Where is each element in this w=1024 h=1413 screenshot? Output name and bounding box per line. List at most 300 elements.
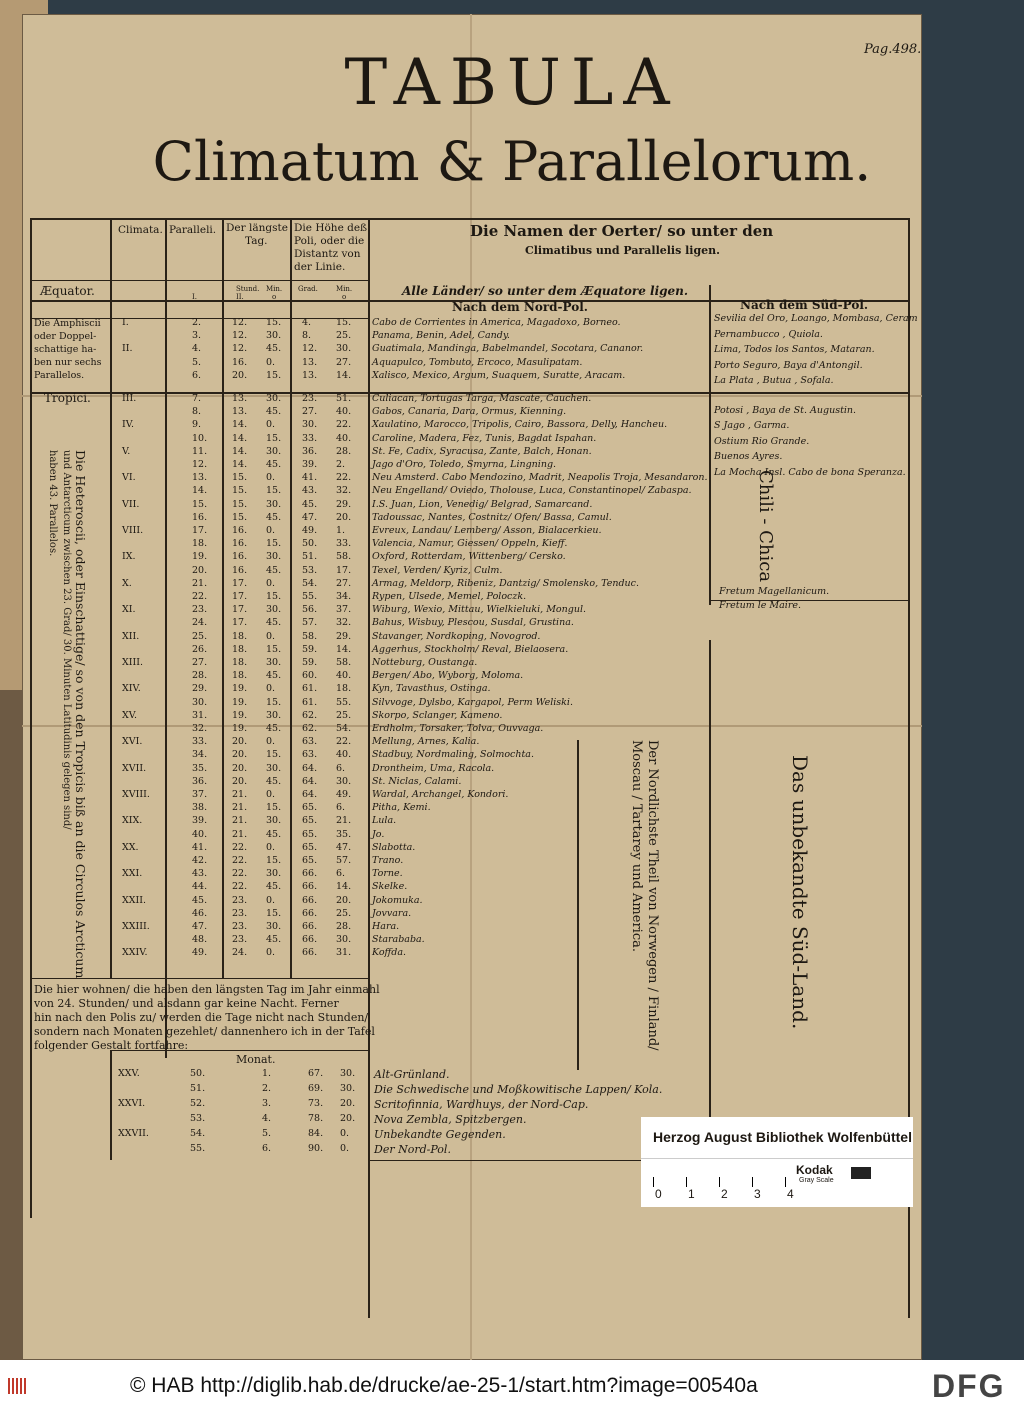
polar-months: 3.	[262, 1098, 272, 1109]
place-names: Silvvoge, Dylsbo, Kargapol, Perm Weliski.	[372, 696, 573, 708]
parallel-number: 44.	[192, 881, 208, 893]
pole-minutes: 25.	[336, 330, 352, 342]
day-hours: 22.	[232, 841, 248, 853]
polar-degrees: 69.	[308, 1083, 324, 1094]
note-line: sondern nach Monaten gezehlet/ dannenhero ich in der Tafel	[34, 1025, 375, 1038]
pole-minutes: 17.	[336, 564, 352, 576]
nord-pol-header: Nach dem Nord-Pol.	[452, 300, 588, 314]
pole-minutes: 30.	[336, 934, 352, 946]
place-names: Evreux, Landau/ Lemberg/ Asson, Bialacerkieu.	[372, 525, 602, 536]
clima-number: IV.	[122, 419, 134, 431]
polar-degrees: 90.	[308, 1143, 324, 1154]
place-names: Stavanger, Nordkoping, Novogrod.	[372, 630, 541, 642]
place-names: Texel, Verden/ Kyriz, Culm.	[372, 564, 503, 576]
parallel-number: 21.	[192, 577, 208, 589]
place-names: Starababa.	[372, 934, 425, 946]
note-line: hin nach den Polis zu/ werden die Tage nicht nach Stunden/	[34, 1011, 369, 1024]
day-minutes: 0.	[266, 736, 276, 748]
pole-minutes: 18.	[336, 683, 352, 695]
parallel-number: 18.	[192, 538, 208, 550]
pole-degrees: 39.	[302, 459, 318, 470]
pole-degrees: 65.	[302, 828, 318, 840]
book-binding-edge	[0, 690, 22, 1360]
pole-minutes: 35.	[336, 828, 352, 840]
hab-logo-icon	[6, 1374, 30, 1398]
parallel-number: 8.	[192, 406, 202, 418]
place-names: Mellung, Arnes, Kalia.	[372, 736, 480, 748]
nordlichste-line2: Moscau / Tartarey und America.	[629, 740, 644, 952]
south-place: La Mocha Insl. Cabo de bona Speranza.	[714, 466, 906, 478]
day-minutes: 45.	[266, 459, 282, 470]
aequator-text: Alle Länder/ so unter dem Æquatore ligen.	[402, 284, 689, 298]
pole-minutes: 22.	[336, 736, 352, 748]
scale-tick	[752, 1177, 753, 1187]
parallel-number: 32.	[192, 723, 208, 734]
pole-degrees: 61.	[302, 683, 318, 695]
parallel-number: 12.	[192, 459, 208, 470]
pole-degrees: 59.	[302, 657, 318, 668]
day-hours: 19.	[232, 709, 248, 721]
clima-number: XX.	[122, 841, 139, 853]
col-climata-divider	[110, 218, 112, 978]
pole-minutes: 27.	[336, 577, 352, 589]
day-minutes: 15.	[266, 369, 282, 381]
day-hours: 17.	[232, 617, 248, 629]
pole-degrees: 61.	[302, 696, 318, 708]
parallel-number: 27.	[192, 657, 208, 668]
header-stund: Stund.	[236, 285, 260, 293]
header-hoehe-l3: Distantz von	[294, 248, 361, 260]
pole-minutes: 51.	[336, 393, 352, 404]
pole-degrees: 62.	[302, 723, 318, 734]
scale-digit: 0	[655, 1187, 662, 1201]
day-minutes: 30.	[266, 445, 282, 457]
parallel-number: 2.	[192, 317, 202, 328]
kodak-logo: Kodak	[796, 1163, 833, 1177]
pole-minutes: 54.	[336, 723, 352, 734]
clima-number: XVII.	[122, 762, 147, 774]
parallel-number: 49.	[192, 947, 208, 959]
parallel-number: 14.	[192, 485, 208, 497]
amphiscii-text: ben nur sechs	[34, 357, 102, 368]
pole-degrees: 59.	[302, 643, 318, 655]
parallel-number: 10.	[192, 432, 208, 444]
place-names: Gabos, Canaria, Dara, Ormus, Kienning.	[372, 406, 567, 418]
day-minutes: 0.	[266, 894, 276, 906]
aequator-label: Æquator.	[40, 284, 95, 298]
clima-number: VI.	[122, 472, 136, 484]
place-names: Wardal, Archangel, Kondori.	[372, 789, 509, 800]
amphiscii-text: Parallelos.	[34, 370, 85, 381]
header-min1: Min.	[266, 285, 283, 293]
place-names: Trano.	[372, 855, 404, 866]
place-names: Xaulatino, Marocco, Tripolis, Cairo, Bassora, Delly, Hancheu.	[372, 419, 668, 431]
day-hours: 18.	[232, 643, 248, 655]
south-place: S Jago , Garma.	[714, 420, 790, 431]
pole-degrees: 57.	[302, 617, 318, 629]
footer-url[interactable]: © HAB http://diglib.hab.de/drucke/ae-25-1/start.htm?image=00540a	[130, 1374, 758, 1397]
day-minutes: 45.	[266, 670, 282, 682]
pole-degrees: 66.	[302, 881, 318, 893]
scale-tick	[686, 1177, 687, 1187]
pole-minutes: 20.	[336, 894, 352, 906]
parallel-number: 29.	[192, 683, 208, 695]
parallel-number: 23.	[192, 604, 208, 616]
header-min2: Min.	[336, 285, 353, 293]
library-name: Herzog August Bibliothek Wolfenbüttel	[653, 1129, 912, 1145]
day-hours: 20.	[232, 749, 248, 761]
pole-degrees: 30.	[302, 419, 318, 431]
pole-degrees: 45.	[302, 498, 318, 510]
pole-minutes: 31.	[336, 947, 352, 959]
scale-digit: 2	[721, 1187, 728, 1201]
header-paralleli: Paralleli.	[169, 224, 217, 236]
pole-minutes: 25.	[336, 907, 352, 919]
clima-number: V.	[122, 445, 131, 457]
place-names: Lula.	[372, 815, 397, 827]
day-minutes: 0.	[266, 419, 276, 431]
day-minutes: 45.	[266, 934, 282, 946]
place-names: Jago d'Oro, Toledo, Smyrna, Lingning.	[372, 459, 557, 470]
clima-number: X.	[122, 577, 132, 589]
clima-number: XIV.	[122, 683, 141, 695]
header-divider	[30, 280, 370, 281]
day-hours: 22.	[232, 881, 248, 893]
day-minutes: 45.	[266, 881, 282, 893]
header-grad: Grad.	[298, 285, 318, 293]
place-names: Slabotta.	[372, 841, 416, 853]
pole-minutes: 40.	[336, 749, 352, 761]
day-minutes: 45.	[266, 617, 282, 629]
chili-chica-vertical: Chili - Chica	[755, 470, 776, 583]
day-hours: 20.	[232, 762, 248, 774]
polar-minutes: 20.	[340, 1113, 356, 1124]
day-minutes: 30.	[266, 815, 282, 827]
polar-months: 4.	[262, 1113, 272, 1124]
pole-degrees: 66.	[302, 921, 318, 932]
day-hours: 21.	[232, 802, 248, 814]
south-place: La Plata , Butua , Sofala.	[714, 375, 834, 386]
footer-bar	[0, 1360, 1024, 1413]
polar-clima: XXVII.	[118, 1128, 149, 1139]
place-names: Aquapulco, Tombuto, Ercoco, Masulipatam.	[372, 356, 583, 368]
day-minutes: 30.	[266, 762, 282, 774]
place-names: Neu Amsterd. Cabo Mendozino, Madrit, Neapolis Troja, Mesandaron.	[372, 472, 708, 484]
place-names: Cabo de Corrientes in America, Magadoxo, Borneo.	[372, 317, 621, 328]
day-minutes: 45.	[266, 775, 282, 787]
pole-degrees: 65.	[302, 855, 318, 866]
pole-degrees: 43.	[302, 485, 318, 497]
day-minutes: 0.	[266, 683, 276, 695]
place-names: Culiacan, Tortugas Targa, Mascate, Cauchen.	[372, 393, 592, 404]
clima-number: XXII.	[122, 894, 147, 906]
place-names: Stadbuy, Nordmaling, Solmochta.	[372, 749, 534, 761]
polar-place: Nova Zembla, Spitzbergen.	[374, 1113, 527, 1126]
polar-left-rule	[110, 1050, 112, 1160]
day-hours: 15.	[232, 511, 248, 523]
parallel-number: 30.	[192, 696, 208, 708]
day-hours: 21.	[232, 789, 248, 800]
polar-clima: XXVI.	[118, 1098, 146, 1109]
place-names: Skorpo, Sclanger, Kameno.	[372, 709, 503, 721]
monat-header: Monat.	[236, 1053, 276, 1066]
pole-degrees: 66.	[302, 907, 318, 919]
polar-parallel: 53.	[190, 1113, 206, 1124]
sued-pol-header: Nach dem Süd-Pol.	[740, 298, 869, 312]
parallel-number: 37.	[192, 789, 208, 800]
day-hours: 17.	[232, 577, 248, 589]
clima-number: XXI.	[122, 868, 143, 880]
pole-minutes: 14.	[336, 369, 352, 381]
polar-minutes: 0.	[340, 1143, 350, 1154]
south-col-divider	[709, 285, 711, 605]
day-hours: 17.	[232, 604, 248, 616]
day-minutes: 45.	[266, 564, 282, 576]
clima-number: I.	[122, 317, 129, 328]
day-minutes: 0.	[266, 841, 276, 853]
day-minutes: 30.	[266, 868, 282, 880]
polar-parallel: 51.	[190, 1083, 206, 1094]
parallel-number: 13.	[192, 472, 208, 484]
clima-number: XII.	[122, 630, 140, 642]
amphiscii-text: schattige ha-	[34, 344, 97, 355]
header-namen-l1: Die Namen der Oerter/ so unter den	[470, 222, 774, 240]
day-hours: 13.	[232, 393, 248, 404]
day-minutes: 15.	[266, 696, 282, 708]
pole-degrees: 8.	[302, 330, 312, 342]
col-names-divider	[368, 218, 370, 1318]
place-names: Tadoussac, Nantes, Costnitz/ Ofen/ Bassa, Camul.	[372, 511, 612, 523]
parallel-number: 35.	[192, 762, 208, 774]
pole-degrees: 4.	[302, 317, 312, 328]
polar-clima: XXV.	[118, 1068, 140, 1079]
place-names: Guatimala, Mandinga, Babelmandel, Socotara, Cananor.	[372, 343, 644, 355]
tropici-label: Tropici.	[44, 391, 91, 405]
col-tag-divider	[222, 218, 224, 978]
col-paralleli-divider	[165, 218, 167, 1058]
place-names: St. Niclas, Calami.	[372, 775, 462, 787]
day-hours: 18.	[232, 630, 248, 642]
polar-place: Scritofinnia, Wardhuys, der Nord-Cap.	[374, 1098, 589, 1111]
parallel-number: 5.	[192, 356, 202, 368]
day-minutes: 30.	[266, 393, 282, 404]
day-minutes: 15.	[266, 432, 282, 444]
day-minutes: 15.	[266, 749, 282, 761]
day-hours: 18.	[232, 657, 248, 668]
unbekandte-sued-land: Das unbekandte Süd-Land.	[788, 755, 812, 1030]
place-names: Skelke.	[372, 881, 408, 893]
clima-number: XI.	[122, 604, 136, 616]
day-hours: 16.	[232, 551, 248, 563]
clima-number: XIX.	[122, 815, 143, 827]
day-minutes: 0.	[266, 947, 276, 959]
pole-degrees: 66.	[302, 868, 318, 880]
pole-minutes: 57.	[336, 855, 352, 866]
header-hoehe-l4: der Linie.	[294, 261, 346, 273]
day-hours: 15.	[232, 485, 248, 497]
parallel-number: 4.	[192, 343, 202, 355]
clima-number: VII.	[122, 498, 140, 510]
day-minutes: 30.	[266, 657, 282, 668]
pole-minutes: 22.	[336, 419, 352, 431]
pole-minutes: 22.	[336, 472, 352, 484]
pole-minutes: 6.	[336, 868, 346, 880]
color-scale-label	[641, 1158, 913, 1207]
place-names: Drontheim, Uma, Racola.	[372, 762, 495, 774]
header-sub-o1: o	[272, 293, 277, 301]
place-names: Bergen/ Abo, Wyborg, Moloma.	[372, 670, 524, 682]
pole-degrees: 27.	[302, 406, 318, 418]
place-names: Wiburg, Wexio, Mittau, Wielkieluki, Mongul.	[372, 604, 587, 616]
pole-degrees: 55.	[302, 591, 318, 602]
scale-digit: 4	[787, 1187, 794, 1201]
place-names: Aggerhus, Stockholm/ Reval, Bielaosera.	[372, 643, 569, 655]
place-names: Rypen, Ulsede, Memel, Poloczk.	[372, 591, 527, 602]
parallel-number: 16.	[192, 511, 208, 523]
place-names: Jovvara.	[372, 907, 412, 919]
pole-degrees: 58.	[302, 630, 318, 642]
place-names: Xalisco, Mexico, Argum, Suaquem, Suratte, Aracam.	[372, 369, 626, 381]
pole-degrees: 66.	[302, 947, 318, 959]
pole-degrees: 56.	[302, 604, 318, 616]
pole-degrees: 54.	[302, 577, 318, 589]
south-place: Sevilia del Oro, Loango, Mombasa, Ceram	[714, 313, 918, 324]
parallel-number: 20.	[192, 564, 208, 576]
parallel-number: 22.	[192, 591, 208, 602]
day-hours: 23.	[232, 907, 248, 919]
parallel-number: 3.	[192, 330, 202, 342]
day-hours: 17.	[232, 591, 248, 602]
polar-degrees: 78.	[308, 1113, 324, 1124]
title-climatum: Climatum & Parallelorum.	[152, 130, 872, 193]
place-names: Jokomuka.	[372, 894, 423, 906]
pole-minutes: 32.	[336, 485, 352, 497]
header-climata: Climata.	[118, 224, 163, 236]
clima-number: XVIII.	[122, 789, 150, 800]
pole-degrees: 50.	[302, 538, 318, 550]
day-hours: 23.	[232, 934, 248, 946]
pole-degrees: 41.	[302, 472, 318, 484]
south-place: Potosi , Baya de St. Augustin.	[714, 404, 857, 416]
scale-digit: 1	[688, 1187, 695, 1201]
fretum-le-maire: Fretum le Maire.	[719, 600, 802, 611]
parallel-number: 45.	[192, 894, 208, 906]
day-hours: 14.	[232, 459, 248, 470]
parallel-number: 6.	[192, 369, 202, 381]
pole-degrees: 47.	[302, 511, 318, 523]
day-minutes: 0.	[266, 356, 276, 368]
day-hours: 18.	[232, 670, 248, 682]
pole-degrees: 62.	[302, 709, 318, 721]
pole-degrees: 64.	[302, 762, 318, 774]
parallel-number: 33.	[192, 736, 208, 748]
amphiscii-text: oder Doppel-	[34, 331, 97, 342]
place-names: Bahus, Wisbuy, Plescou, Susdal, Grustina.	[372, 617, 574, 629]
place-names: Hara.	[372, 921, 400, 932]
pole-degrees: 49.	[302, 525, 318, 536]
day-hours: 20.	[232, 369, 248, 381]
day-minutes: 0.	[266, 472, 276, 484]
clima-number: XXIV.	[122, 947, 148, 959]
day-hours: 12.	[232, 343, 248, 355]
parallel-number: 40.	[192, 828, 208, 840]
day-minutes: 0.	[266, 789, 276, 800]
nordic-divider	[577, 740, 579, 1070]
pole-degrees: 23.	[302, 393, 318, 404]
day-minutes: 15.	[266, 855, 282, 866]
polar-months: 5.	[262, 1128, 272, 1139]
pole-minutes: 34.	[336, 591, 352, 602]
place-names: St. Fe, Cadix, Syracusa, Zante, Balch, Honan.	[372, 445, 592, 457]
day-hours: 21.	[232, 828, 248, 840]
pole-minutes: 27.	[336, 356, 352, 368]
parallel-number: 26.	[192, 643, 208, 655]
pole-minutes: 33.	[336, 538, 352, 550]
parallel-number: 36.	[192, 775, 208, 787]
gray-scale-text: Gray Scale	[799, 1177, 834, 1184]
parallel-number: 34.	[192, 749, 208, 761]
day-hours: 14.	[232, 445, 248, 457]
table-left-border	[30, 218, 32, 1218]
pole-minutes: 6.	[336, 762, 346, 774]
south-place: Porto Seguro, Baya d'Antongil.	[714, 359, 863, 371]
pole-degrees: 36.	[302, 445, 318, 457]
gray-swatch	[851, 1167, 871, 1179]
place-names: Oxford, Rotterdam, Wittenberg/ Cersko.	[372, 551, 566, 563]
pole-minutes: 28.	[336, 445, 352, 457]
library-label	[641, 1117, 913, 1158]
heteroscii-line1: Die Heteroscii, oder Einschattige/ so von den Tropicis biß an die Circulos Arcticum	[73, 450, 88, 979]
day-minutes: 0.	[266, 577, 276, 589]
clima-number: IX.	[122, 551, 136, 563]
polar-place: Unbekandte Gegenden.	[374, 1128, 506, 1141]
note-line: von 24. Stunden/ und alsdann gar keine Nacht. Ferner	[34, 997, 339, 1010]
place-names: Armag, Meldorp, Ribeniz, Dantzig/ Smolensko, Tenduc.	[372, 577, 639, 589]
header-tag-l2: Tag.	[245, 235, 268, 247]
day-minutes: 45.	[266, 723, 282, 734]
pole-degrees: 64.	[302, 775, 318, 787]
col-hoehe-divider	[290, 218, 292, 978]
pole-minutes: 14.	[336, 643, 352, 655]
pole-degrees: 66.	[302, 894, 318, 906]
scale-tick	[719, 1177, 720, 1187]
pole-minutes: 20.	[336, 511, 352, 523]
day-hours: 19.	[232, 723, 248, 734]
pole-minutes: 58.	[336, 551, 352, 563]
day-hours: 20.	[232, 775, 248, 787]
pole-minutes: 21.	[336, 815, 352, 827]
title-tabula: TABULA	[344, 46, 680, 120]
header-hoehe-l1: Die Höhe deß	[294, 222, 368, 234]
pole-minutes: 29.	[336, 498, 352, 510]
parallel-number: 7.	[192, 393, 202, 404]
day-minutes: 30.	[266, 498, 282, 510]
parallel-number: 15.	[192, 498, 208, 510]
scale-tick	[653, 1177, 654, 1187]
pole-degrees: 65.	[302, 802, 318, 814]
polar-parallel: 50.	[190, 1068, 206, 1079]
day-hours: 23.	[232, 921, 248, 932]
scale-digit: 3	[754, 1187, 761, 1201]
day-minutes: 15.	[266, 643, 282, 655]
day-hours: 16.	[232, 525, 248, 536]
polar-minutes: 30.	[340, 1068, 356, 1079]
header-sub-o2: o	[342, 293, 347, 301]
pole-minutes: 30.	[336, 775, 352, 787]
day-hours: 20.	[232, 736, 248, 748]
pole-minutes: 37.	[336, 604, 352, 616]
day-minutes: 15.	[266, 538, 282, 550]
